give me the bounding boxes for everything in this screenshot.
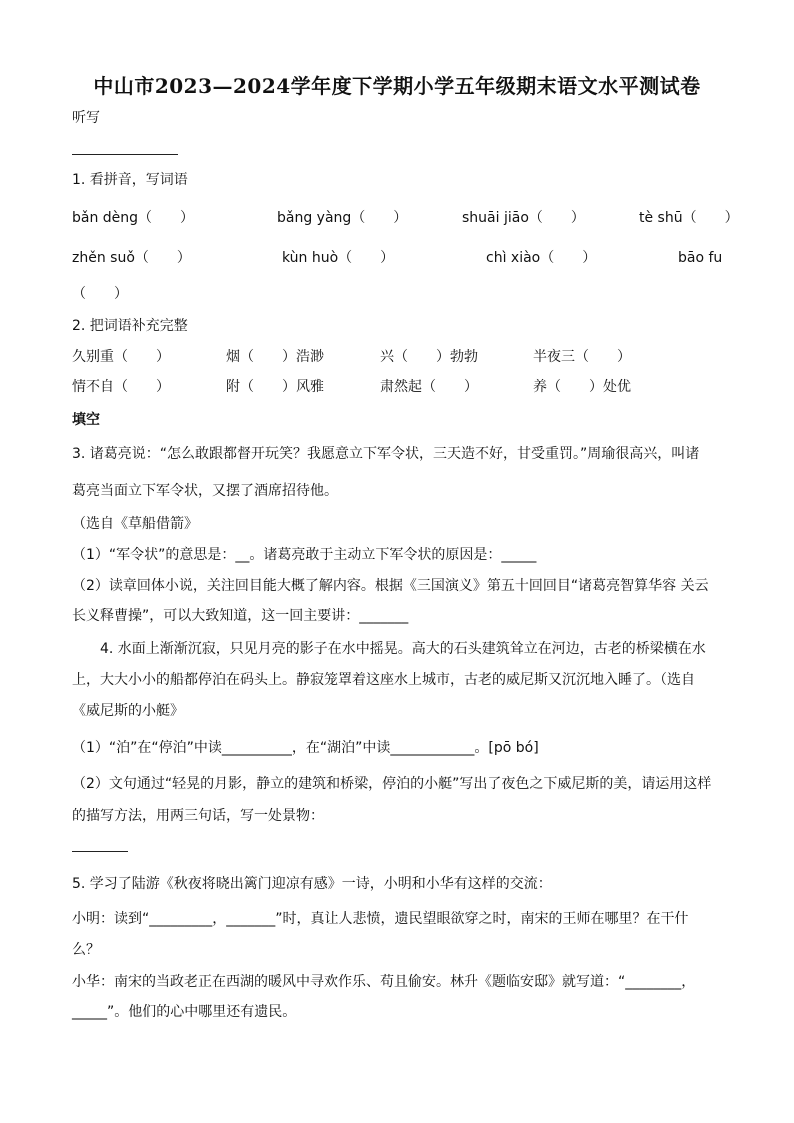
question-3-text: 3. 诸葛亮说：“怎么敢跟都督开玩笑？我愿意立下军令状，三天造不好，甘受重罚。”周瑜很高兴，叫诸: [72, 446, 700, 462]
pinyin-item: chì xiào（ ）: [486, 250, 597, 266]
idiom-item: 兴（ ）勃勃: [380, 349, 478, 365]
idiom-item: 养（ ）处优: [533, 379, 631, 395]
answer-line: [72, 851, 128, 852]
pinyin-item: bǎng yàng（ ）: [277, 210, 408, 226]
idiom-item: 情不自（ ）: [72, 379, 170, 395]
pinyin-item: bǎn dèng（ ）: [72, 210, 195, 226]
question-5-dialogue: 么？: [72, 942, 100, 958]
question-2-heading: 2. 把词语补充完整: [72, 318, 188, 334]
idiom-item: 久别重（ ）: [72, 349, 170, 365]
section-heading-fill-in: 填空: [72, 412, 100, 428]
question-5-dialogue: 小华：南宋的当政老正在西湖的暖风中寻欢作乐、苟且偷安。林升《题临安邸》就写道：“________，: [72, 974, 696, 990]
pinyin-item: kùn huò（ ）: [282, 250, 395, 266]
question-3-sub-2: 长义释曹操”，可以大致知道，这一回主要讲：_______: [72, 608, 409, 624]
idiom-item: 半夜三（ ）: [533, 349, 631, 365]
idiom-item: 烟（ ）浩渺: [226, 349, 324, 365]
question-4-text: 上，大大小小的船都停泊在码头上。静寂笼罩着这座水上城市，古老的威尼斯又沉沉地入睡了。（选自: [72, 672, 695, 688]
idiom-item: 附（ ）风雅: [226, 379, 324, 395]
question-3-text: 葛亮当面立下军令状，又摆了酒席招待他。: [72, 483, 338, 499]
question-3-source: （选自《草船借箭》: [72, 516, 198, 532]
question-5-dialogue: 小明：读到“_________，_______”时，真让人悲愤，遗民望眼欲穿之时，南宋的王师在哪里？在干什: [72, 911, 689, 927]
question-5-text: 5. 学习了陆游《秋夜将晓出篱门迎凉有感》一诗，小明和小华有这样的交流：: [72, 876, 552, 892]
pinyin-item: bāo fu: [678, 250, 723, 266]
page-title: 中山市2023—2024学年度下学期小学五年级期末语文水平测试卷: [93, 74, 701, 98]
question-4-sub-2: 的描写方法，用两三句话，写一处景物：: [72, 808, 324, 824]
question-4-text: 4. 水面上渐渐沉寂，只见月亮的影子在水中摇晃。高大的石头建筑耸立在河边，古老的桥梁横在水: [100, 641, 706, 657]
section-heading-dictation: 听写: [72, 110, 100, 126]
pinyin-item: shuāi jiāo（ ）: [462, 210, 585, 226]
question-1-heading: 1. 看拼音，写词语: [72, 172, 188, 188]
pinyin-item: zhěn suǒ（ ）: [72, 250, 191, 266]
pinyin-item: tè shū（ ）: [639, 210, 739, 226]
question-4-source: 《威尼斯的小艇》: [72, 703, 184, 719]
question-3-sub-1: （1）“军令状”的意思是：__。诸葛亮敢于主动立下军令状的原因是：_____: [72, 547, 537, 563]
idiom-item: 肃然起（ ）: [380, 379, 478, 395]
dictation-answer-line: [72, 154, 178, 155]
question-4-sub-1: （1）“泊”在“停泊”中读__________，在“湖泊”中读____________。[pō bó]: [72, 740, 539, 756]
pinyin-answer-blank: （ ）: [72, 286, 128, 302]
question-4-sub-2: （2）文句通过“轻晃的月影，静立的建筑和桥梁，停泊的小艇”写出了夜色之下威尼斯的美，请运用这样: [72, 776, 712, 792]
question-3-sub-2: （2）读章回体小说，关注回目能大概了解内容。根据《三国演义》第五十回回目“诸葛亮智算华容 关云: [72, 578, 709, 594]
question-5-dialogue: _____”。他们的心中哪里还有遗民。: [72, 1004, 297, 1020]
